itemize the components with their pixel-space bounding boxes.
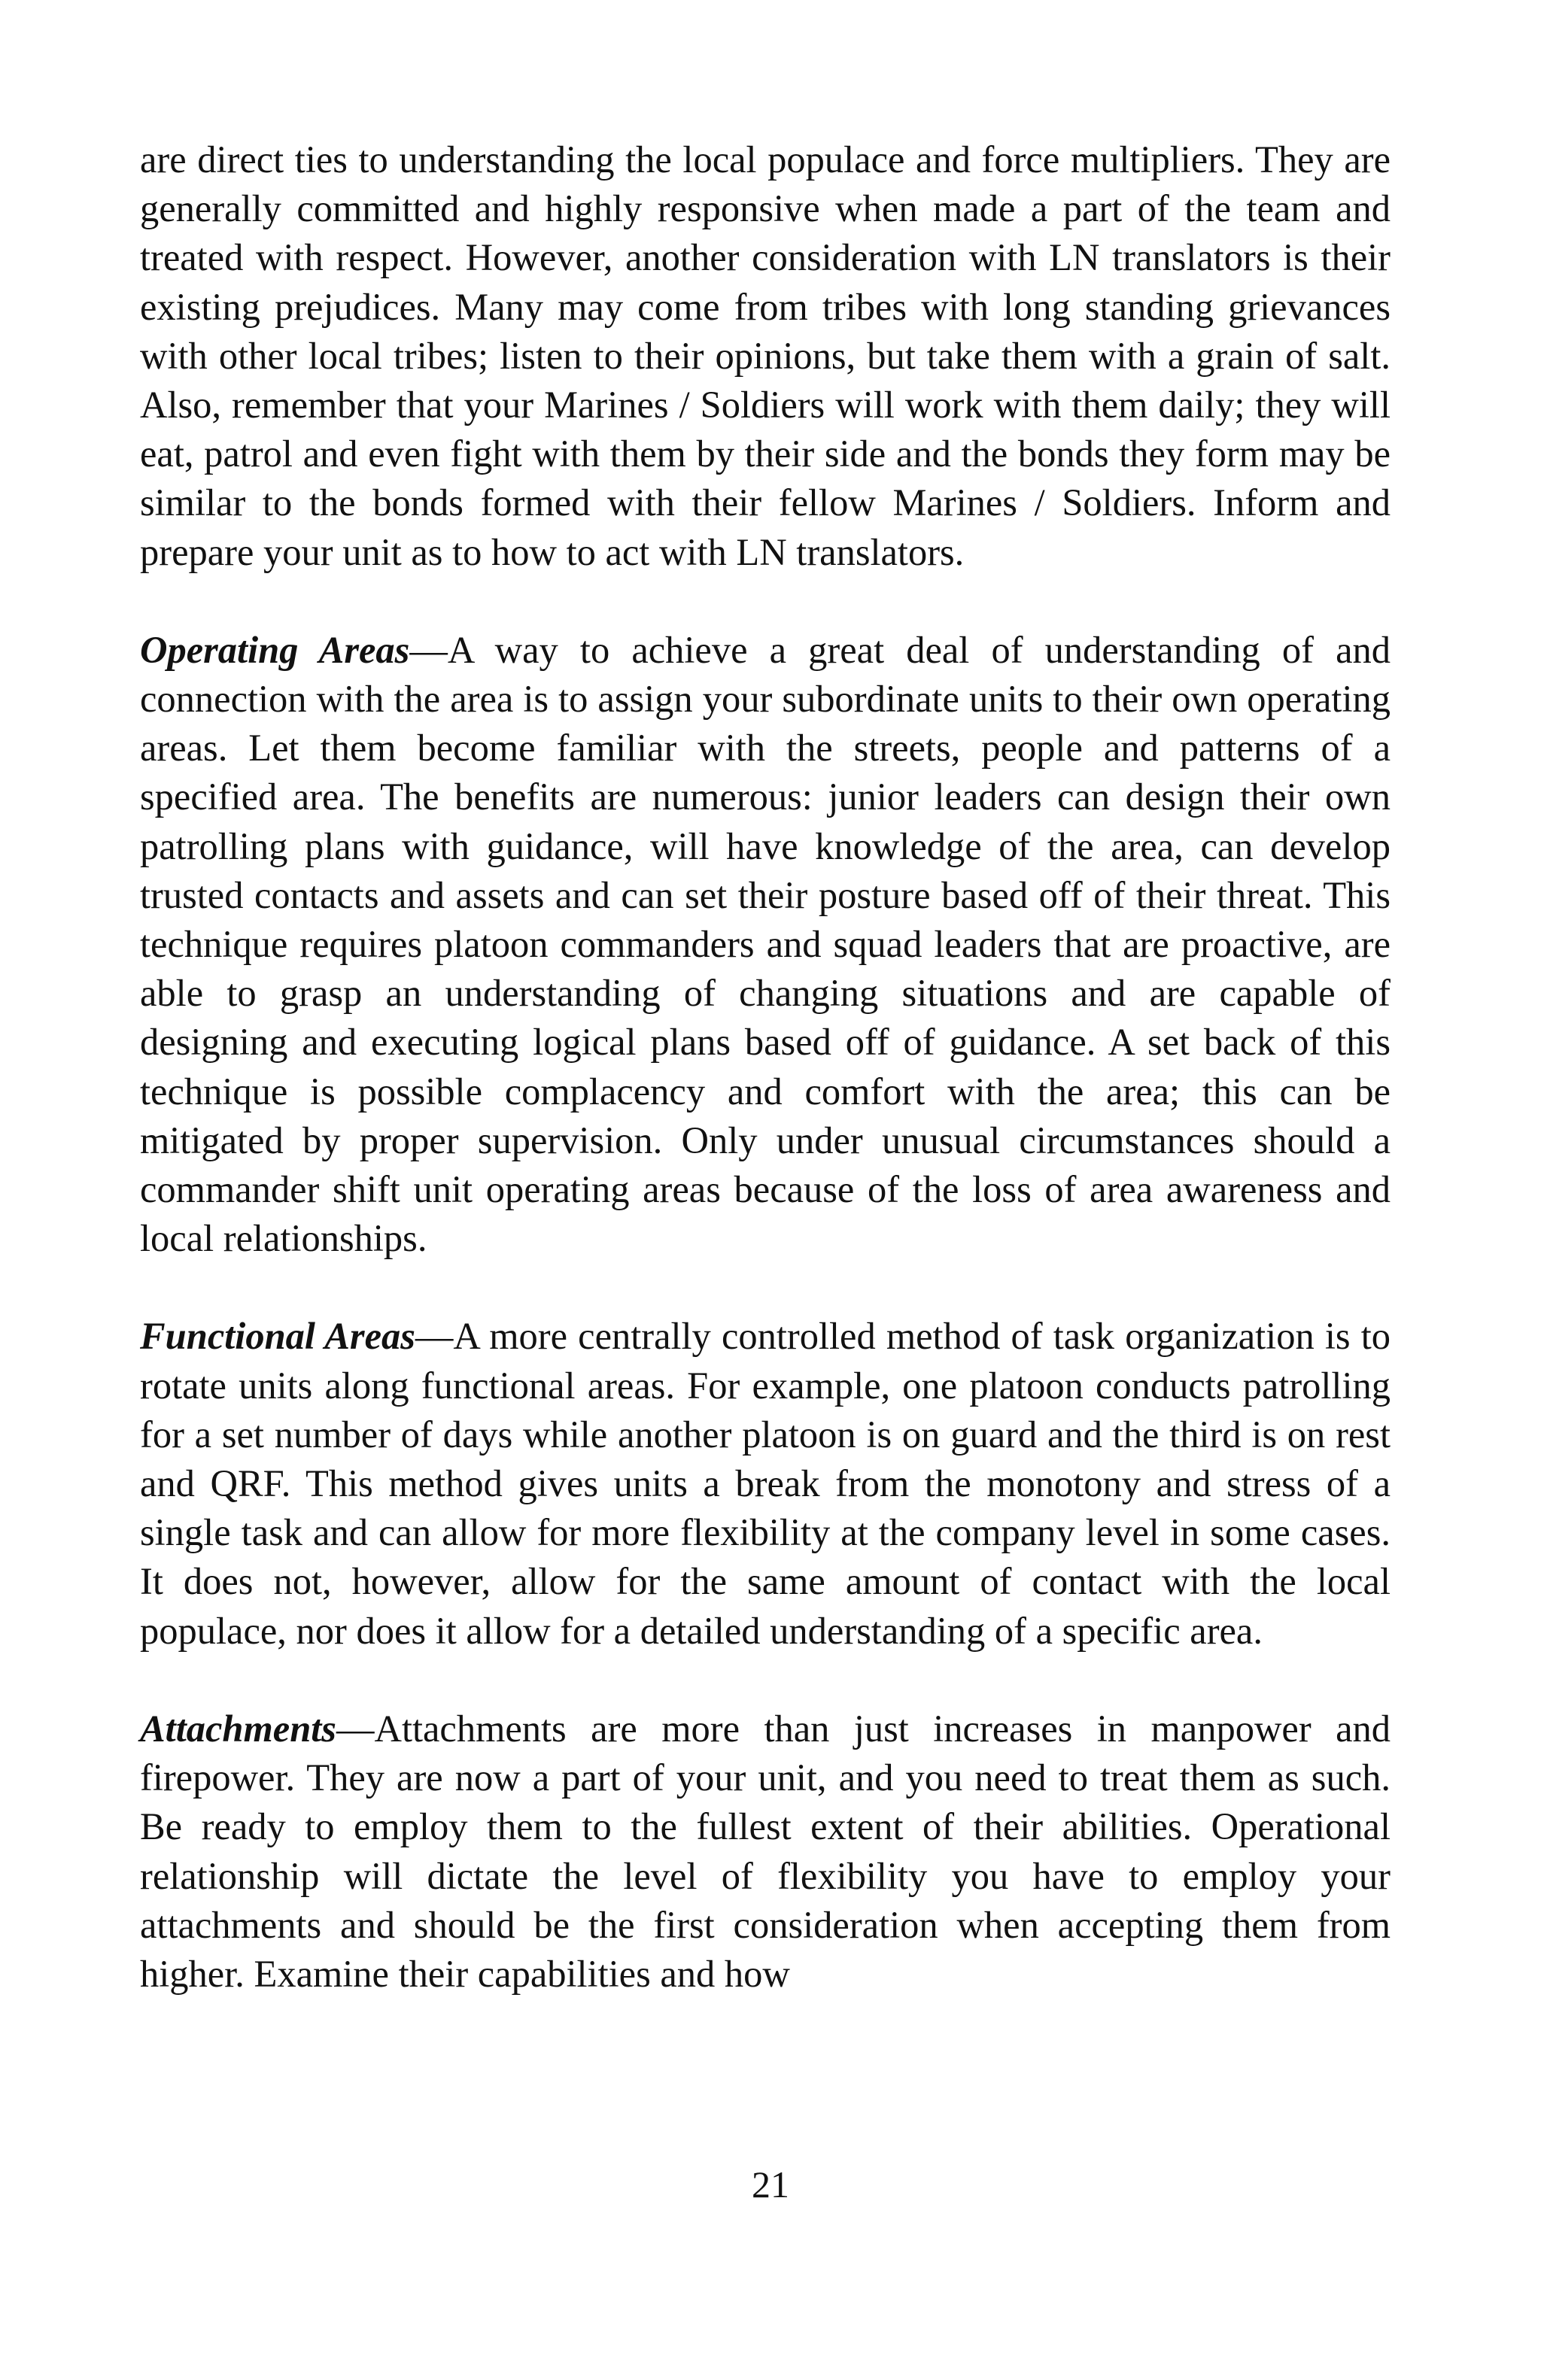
paragraph-text: are direct ties to understanding the local populace and force multipliers. They are generally committed and highly responsive when made a part of the team and treated with respect. However, another consideration with LN translators is their existing prejudices. Many may come from tribes with long standing grievances with other local tribes; listen to their opinions, but take them with a grain of salt. Also, remember that your Marines / Soldiers will work with them daily; they will eat, patrol and even fight with them by their side and the bonds they form may be similar to the bonds formed with their fellow Marines / Soldiers. Inform and prepare your unit as to how to act with LN translators. bbox=[140, 138, 1391, 573]
page-body bbox=[140, 135, 1391, 1999]
paragraph-attachments bbox=[140, 1705, 1391, 1999]
paragraph-text: —A way to achieve a great deal of understanding of and connection with the area is to assign your subordinate units to their own operating areas. Let them become familiar with the streets, people and patterns of a specified area. The benefits are numerous: junior leaders can design their own patrolling plans with guidance, will have knowledge of the area, can develop trusted contacts and assets and can set their posture based off of their threat. This technique requires platoon commanders and squad leaders that are proactive, are able to grasp an understanding of changing situations and are capable of designing and executing logical plans based off of guidance. A set back of this technique is possible complacency and comfort with the area; this can be mitigated by proper supervision. Only under unusual circumstances should a commander shift unit operating areas because of the loss of area awareness and local relationships. bbox=[140, 628, 1391, 1260]
paragraph-text: —Attachments are more than just increases in manpower and firepower. They are now a part of your unit, and you need to treat them as such. Be ready to employ them to the fullest extent of their abilities. Operational relationship will dictate the level of flexibility you have to employ your attachments and should be the first consideration when accepting them from higher. Examine their capabilities and how bbox=[140, 1707, 1391, 1995]
page-number: 21 bbox=[752, 2163, 789, 2205]
paragraph-functional-areas bbox=[140, 1312, 1391, 1655]
paragraph-operating-areas bbox=[140, 626, 1391, 1264]
paragraph-text: —A more centrally controlled method of task organization is to rotate units along functional areas. For example, one platoon conducts patrolling for a set number of days while another platoon is on guard and the third is on rest and QRF. This method gives units a break from the monotony and stress of a single task and can allow for more flexibility at the company level in some cases. It does not, however, allow for the same amount of contact with the local populace, nor does it allow for a detailed understanding of a specific area. bbox=[140, 1315, 1391, 1652]
paragraph-heading: Functional Areas bbox=[140, 1315, 415, 1358]
paragraph-translators bbox=[140, 135, 1391, 577]
paragraph-heading: Operating Areas bbox=[140, 628, 410, 671]
paragraph-heading: Attachments bbox=[140, 1707, 336, 1750]
